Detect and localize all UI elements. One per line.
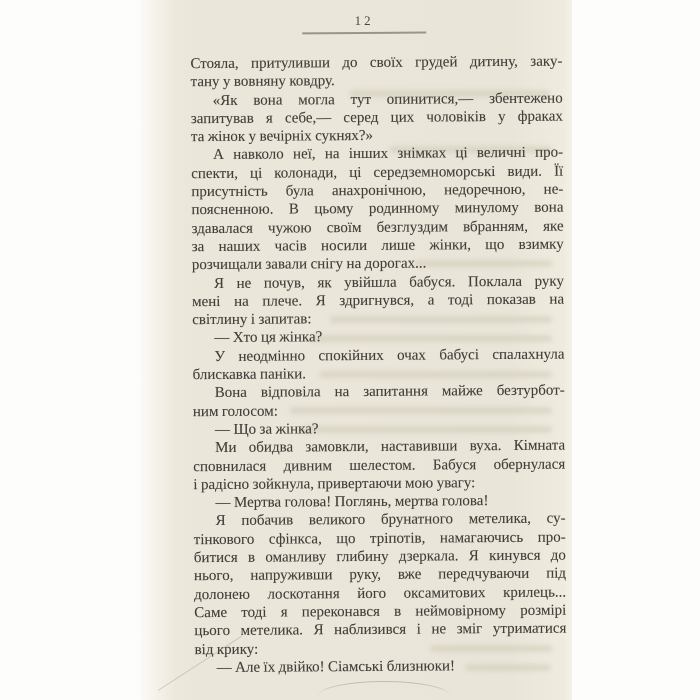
text-line: запитував я себе,— серед цих чоловіків у фраках — [190, 108, 563, 128]
text-line: Саме тоді я переконався в неймовірному розмірі — [194, 602, 567, 622]
page-text — [190, 53, 566, 678]
text-line: Стояла, притуливши до своїх грудей дитину, заку- — [190, 53, 563, 73]
text-line: розчищали завали снігу на дорогах... — [191, 255, 427, 274]
text-line: світлину і запитав: — [192, 311, 312, 329]
page-number: 12 — [354, 12, 374, 29]
text-line: Я побачив великого брунатного метелика, су- — [215, 510, 566, 530]
text-line: — Що за жінка? — [214, 421, 319, 438]
text-line: Я не почув, як увійшла бабуся. Поклала руку — [213, 273, 565, 292]
paragraph — [192, 272, 564, 329]
page-header — [178, 12, 550, 36]
text-line: здавалася чужою своїм безглуздим вбранням, яке — [191, 218, 564, 237]
book-page — [140, 0, 572, 700]
text-line: — Хто ця жінка? — [214, 329, 323, 347]
text-line: за наших часів носили лише жінки, що взимку — [191, 236, 564, 256]
text-line: та жінок у вечірніх сукнях?» — [190, 128, 374, 146]
text-line: битися в оманливу глибину дзеркала. Я кинувся до — [193, 547, 566, 567]
header-rule — [302, 32, 426, 35]
text-line: спекти, ці колонади, ці середземноморські види. Її — [191, 163, 564, 182]
paragraph — [194, 510, 567, 659]
text-line: У неодмінно спокійних очах бабусі спалахнула — [214, 346, 565, 365]
text-line: мені на плече. Я здригнувся, а тоді показав на — [192, 291, 565, 311]
text-line: нього, напруживши руку, вже передчуваючи під — [193, 565, 567, 585]
paragraph — [195, 656, 567, 677]
text-line: тану у вовняну ковдру. — [190, 73, 335, 91]
text-line: — Але їх двійко! Сіамські близнюки! — [216, 658, 456, 676]
paragraph — [191, 144, 564, 275]
text-line: від крику: — [194, 641, 259, 658]
text-line: тінкового сфінкса, що тріпотів, намагаючись про- — [193, 529, 566, 548]
text-line: ним голосом: — [192, 403, 278, 420]
paragraph — [190, 53, 562, 92]
text-line: сповнилася дивним шелестом. Бабуся обернулася — [193, 456, 566, 475]
text-line: Вона відповіла на запитання майже безтурбот- — [214, 382, 565, 402]
text-line: поясненною. В цьому родинному минулому вона — [191, 199, 564, 219]
paragraph — [191, 89, 563, 146]
text-line: Ми обидва замовкли, наставивши вуха. Кімната — [215, 437, 566, 457]
text-line: А навколо неї, на інших знімках ці величні про- — [213, 145, 564, 164]
text-line: — Мертва голова! Поглянь, мертва голова! — [215, 493, 489, 512]
page-content — [140, 0, 577, 700]
text-line: «Як вона могла тут опинитися,— збентежено — [212, 90, 563, 109]
text-line: цього метелика. Я наблизився і не зміг утриматися — [194, 620, 567, 640]
text-line: і радісно зойкнула, привертаючи мою увагу: — [193, 475, 476, 493]
paragraph — [192, 345, 564, 384]
text-line: блискавка паніки. — [192, 366, 307, 384]
paragraph — [193, 437, 565, 494]
text-line: долонею лоскотання його оксамитових крилець... — [194, 584, 567, 603]
paragraph — [193, 382, 565, 421]
text-line: присутність була анахронічною, недоречною, не- — [191, 181, 564, 201]
